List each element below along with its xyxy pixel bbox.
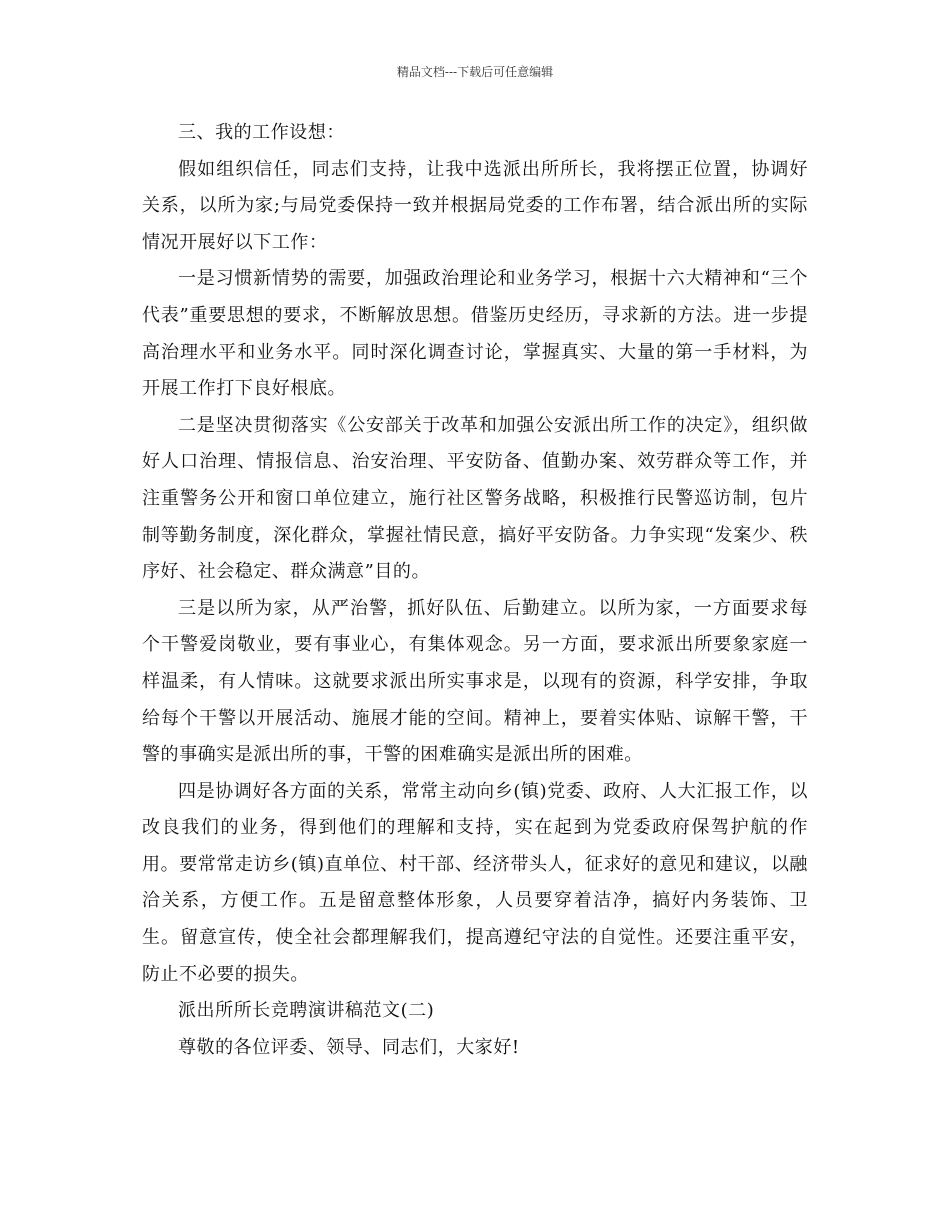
speech-title: 派出所所长竞聘演讲稿范文(二) [178, 1000, 435, 1022]
paragraph-point-one: 一是习惯新情势的需要，加强政治理论和业务学习，根据十六大精神和“三个代表”重要思想的要求，不断解放思想。借鉴历史经历，寻求新的方法。进一步提高治理水平和业务水平。同时深化调查讨论，掌握真实、大量的第一手材料，为开展工作打下良好根底。 [142, 268, 808, 400]
speech-greeting: 尊敬的各位评委、领导、同志们，大家好! [178, 1036, 520, 1058]
paragraph-point-two: 二是坚决贯彻落实《公安部关于改革和加强公安派出所工作的决定》，组织做好人口治理、情报信息、治安治理、平安防备、值勤办案、效劳群众等工作，并注重警务公开和窗口单位建立，施行社区警务战略，积极推行民警巡访制，包片制等勤务制度，深化群众，掌握社情民意，搞好平安防备。力争实现“发案少、秩序好、社会稳定、群众满意”目的。 [142, 414, 808, 583]
paragraph-intro: 假如组织信任，同志们支持，让我中选派出所所长，我将摆正位置，协调好关系，以所为家;与局党委保持一致并根据局党委的工作布署，结合派出所的实际情况开展好以下工作： [142, 158, 808, 253]
paragraph-point-three: 三是以所为家，从严治警，抓好队伍、后勤建立。以所为家，一方面要求每个干警爱岗敬业，要有事业心，有集体观念。另一方面，要求派出所要象家庭一样温柔，有人情味。这就要求派出所实事求是，以现有的资源，科学安排，争取给每个干警以开展活动、施展才能的空间。精神上，要着实体贴、谅解干警，干警的事确实是派出所的事，干警的困难确实是派出所的困难。 [142, 597, 808, 766]
page-header: 精品文档---下载后可任意编辑 [396, 65, 554, 79]
document-body [142, 115, 808, 1066]
paragraph-point-four: 四是协调好各方面的关系，常常主动向乡(镇)党委、政府、人大汇报工作，以改良我们的业务，得到他们的理解和支持，实在起到为党委政府保驾护航的作用。要常常走访乡(镇)直单位、村干部、经济带头人，征求好的意见和建议，以融洽关系，方便工作。五是留意整体形象，人员要穿着洁净，搞好内务装饰、卫生。留意宣传，使全社会都理解我们，提高遵纪守法的自觉性。还要注重平安，防止不必要的损失。 [142, 780, 808, 985]
section-heading: 三、我的工作设想： [178, 122, 345, 143]
